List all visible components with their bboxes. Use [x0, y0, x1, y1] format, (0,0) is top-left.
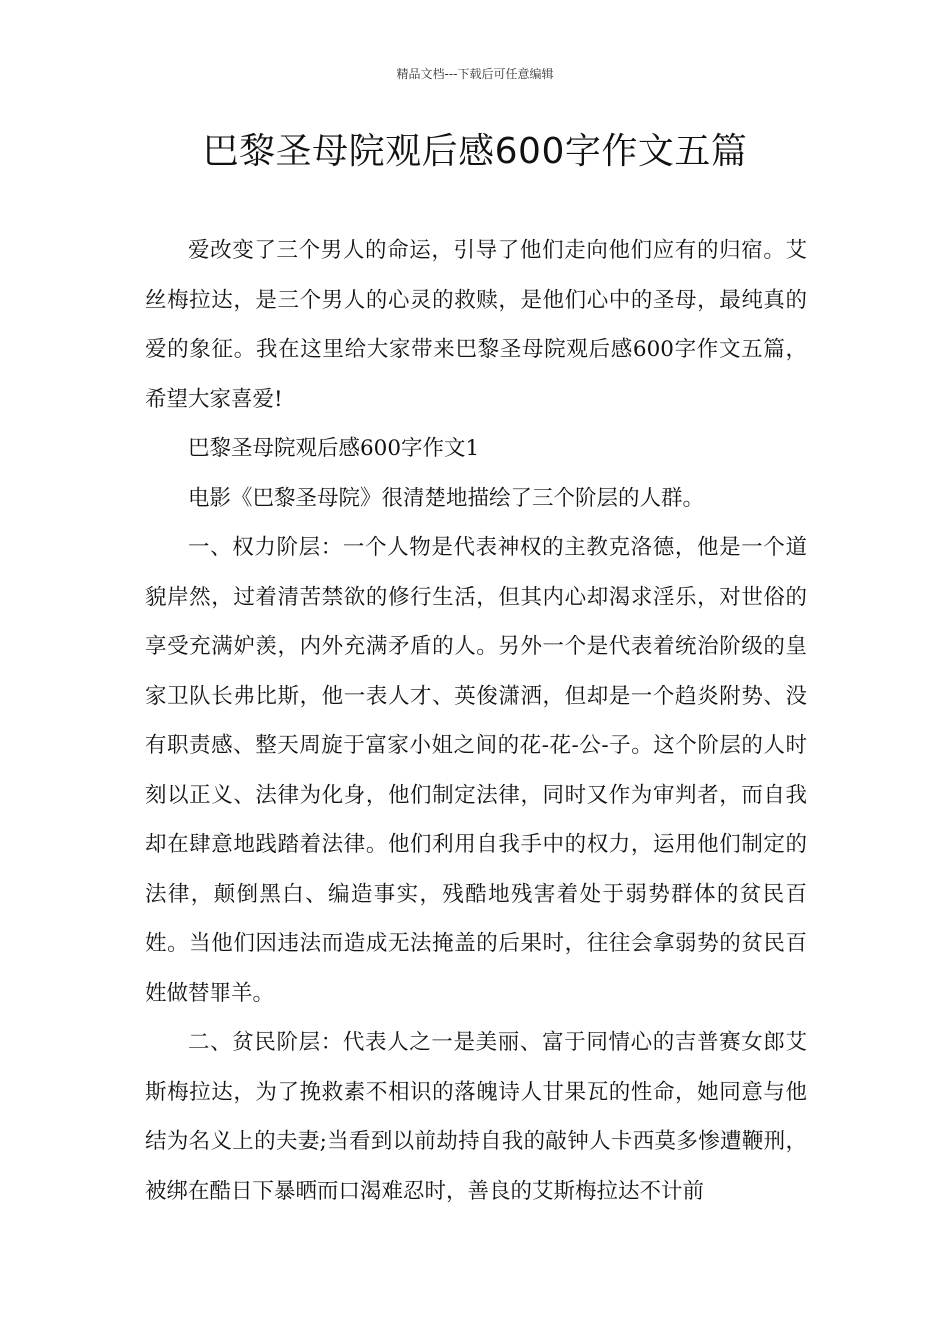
- paragraph-power-class: 一、权力阶层：一个人物是代表神权的主教克洛德，他是一个道貌岸然，过着清苦禁欲的修行生活，但其内心却渴求淫乐，对世俗的享受充满妒羡，内外充满矛盾的人。另外一个是代表着统治阶级的皇家卫队长弗比斯，他一表人才、英俊潇洒，但却是一个趋炎附势、没有职责感、整天周旋于富家小姐之间的花-花-公-子。这个阶层的人时刻以正义、法律为化身，他们制定法律，同时又作为审判者，而自我却在肆意地践踏着法律。他们利用自我手中的权力，运用他们制定的法律，颠倒黑白、编造事实，残酷地残害着处于弱势群体的贫民百姓。当他们因违法而造成无法掩盖的后果时，往往会拿弱势的贫民百姓做替罪羊。: [145, 535, 807, 1006]
- header-note: 精品文档---下载后可任意编辑: [396, 67, 554, 81]
- paragraph-intro: 爱改变了三个男人的命运，引导了他们走向他们应有的归宿。艾丝梅拉达，是三个男人的心灵的救赎，是他们心中的圣母，最纯真的爱的象征。我在这里给大家带来巴黎圣母院观后感600字作文五篇，希望大家喜爱!: [145, 238, 807, 412]
- paragraph-poor-class: 二、贫民阶层：代表人之一是美丽、富于同情心的吉普赛女郎艾斯梅拉达，为了挽救素不相识的落魄诗人甘果瓦的性命，她同意与他结为名义上的夫妻;当看到以前劫持自我的敲钟人卡西莫多惨遭鞭刑，被绑在酷日下暴晒而口渴难忍时，善良的艾斯梅拉达不计前: [145, 1030, 807, 1204]
- document-body: [145, 226, 807, 1216]
- paragraph-film-overview: 电影《巴黎圣母院》很清楚地描绘了三个阶层的人群。: [188, 485, 705, 511]
- section-heading-1: 巴黎圣母院观后感600字作文1: [188, 436, 480, 461]
- page-title: 巴黎圣母院观后感600字作文五篇: [202, 131, 748, 172]
